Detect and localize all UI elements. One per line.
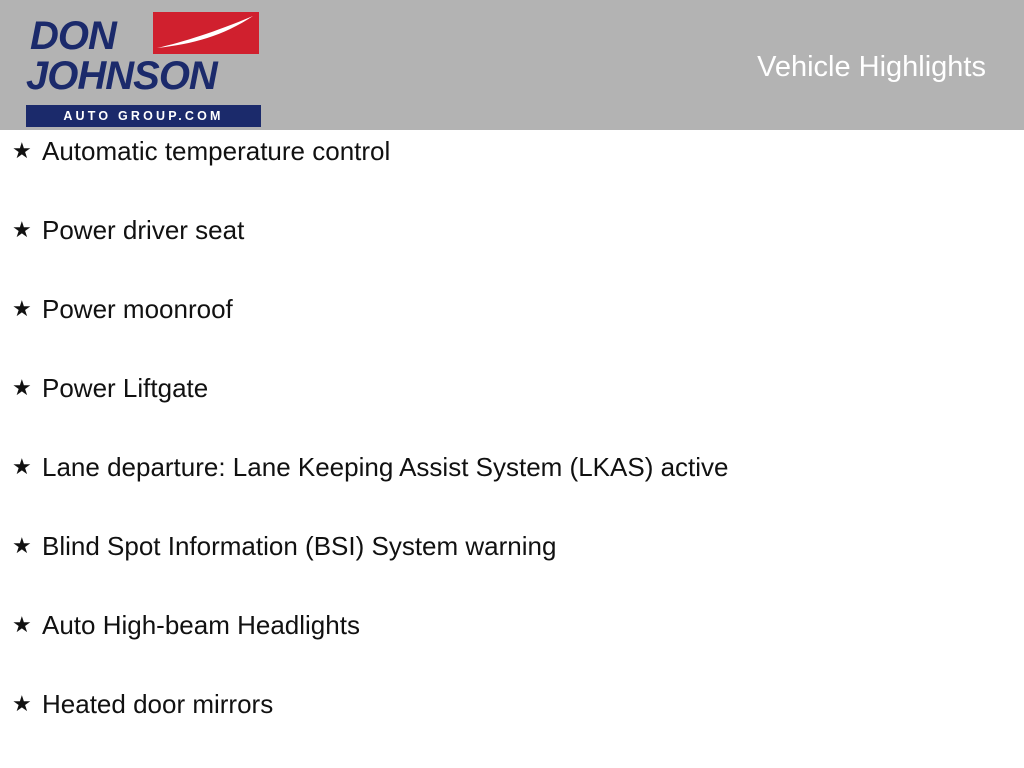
list-item — [0, 604, 1024, 683]
highlight-label: Lane departure: Lane Keeping Assist System (LKAS) active — [42, 452, 729, 482]
list-item — [0, 288, 1024, 367]
highlight-label: Power Liftgate — [42, 373, 209, 403]
list-item — [0, 683, 1024, 762]
list-item — [0, 525, 1024, 604]
page-title: Vehicle Highlights — [757, 51, 986, 83]
star-icon: ★ — [12, 139, 32, 164]
star-icon: ★ — [12, 455, 32, 480]
highlight-label: Auto High-beam Headlights — [42, 610, 360, 640]
highlight-label: Power driver seat — [42, 215, 245, 245]
logo-text-johnson: JOHNSON — [26, 54, 217, 98]
highlight-label: Blind Spot Information (BSI) System warning — [42, 531, 557, 561]
star-icon: ★ — [12, 297, 32, 322]
swoosh-icon — [153, 12, 259, 54]
list-item — [0, 367, 1024, 446]
highlight-label: Heated door mirrors — [42, 689, 274, 719]
logo-tagline: AUTO GROUP.COM — [63, 109, 224, 123]
star-icon: ★ — [12, 376, 32, 401]
logo-tagline-bar — [26, 105, 261, 127]
highlight-label: Power moonroof — [42, 294, 233, 324]
star-icon: ★ — [12, 692, 32, 717]
list-item — [0, 446, 1024, 525]
list-item — [0, 209, 1024, 288]
highlights-list — [0, 130, 1024, 762]
dealer-logo[interactable] — [14, 6, 259, 128]
highlight-label: Automatic temperature control — [42, 136, 391, 166]
page-header — [0, 0, 1024, 130]
list-item — [0, 130, 1024, 209]
star-icon: ★ — [12, 534, 32, 559]
star-icon: ★ — [12, 613, 32, 638]
star-icon: ★ — [12, 218, 32, 243]
logo-text-don: DON — [30, 14, 116, 58]
